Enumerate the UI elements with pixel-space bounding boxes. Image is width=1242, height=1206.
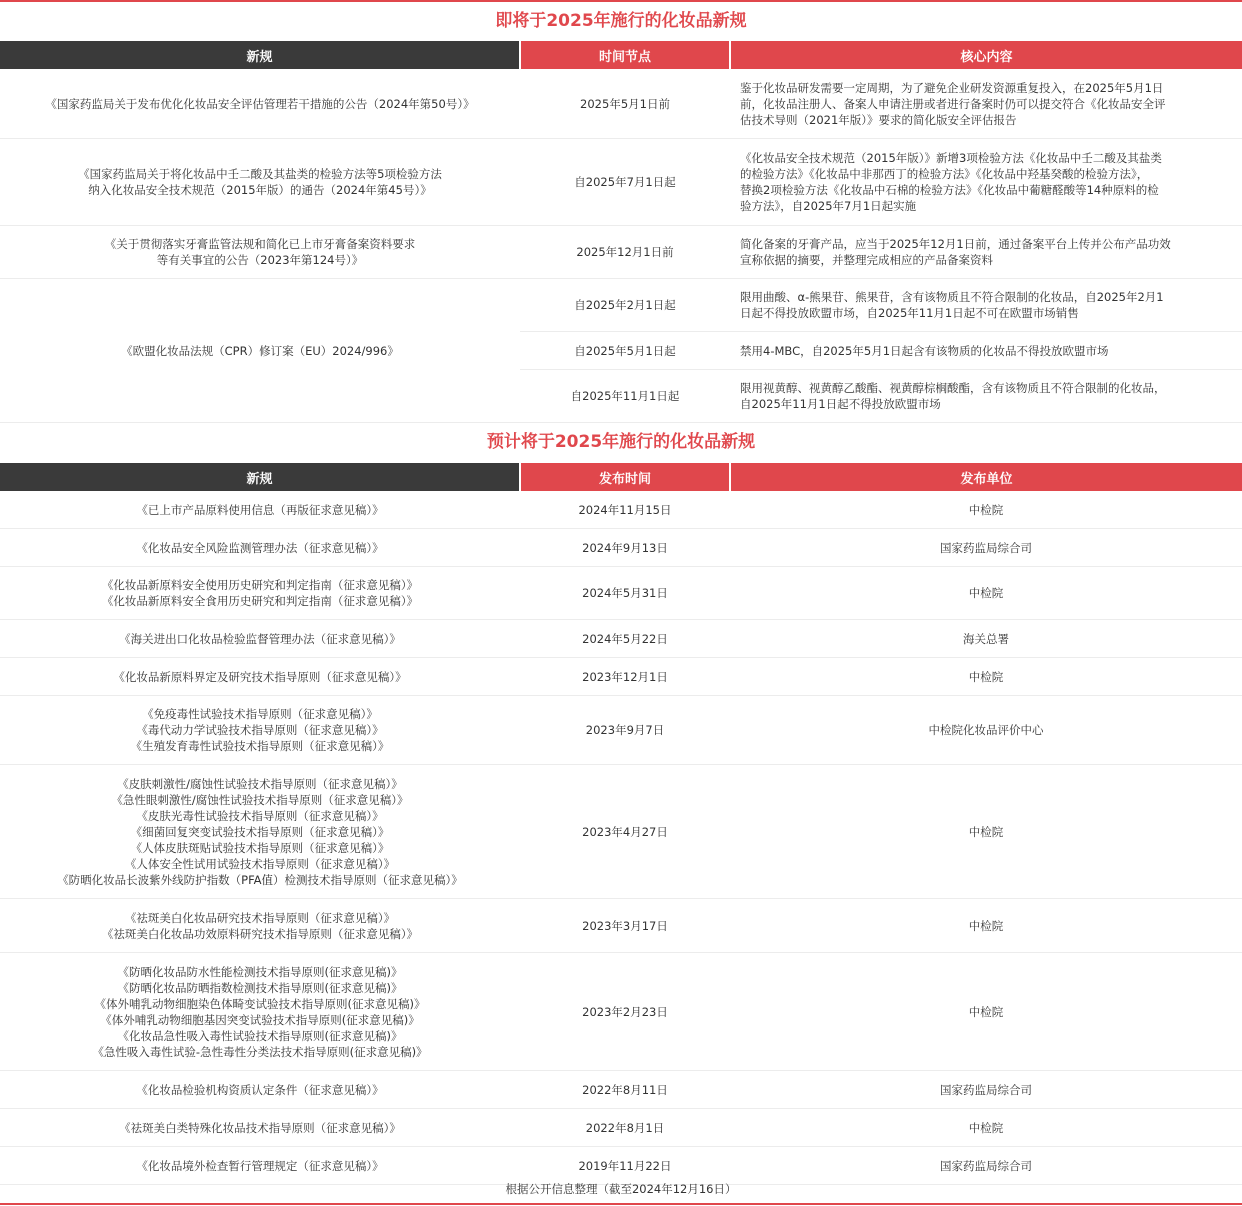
section1-title: 即将于2025年施行的化妆品新规 — [495, 11, 747, 31]
regulation-cell — [0, 1147, 520, 1185]
issuer-cell: 中检院 — [730, 899, 1242, 953]
text-line: 《细菌回复突变试验技术指导原则（征求意见稿）》 — [130, 824, 390, 839]
header-release-date: 发布时间 — [520, 463, 730, 491]
text-line: 的检验方法》《化妆品中非那西丁的检验方法》《化妆品中羟基癸酸的检验方法》， — [740, 167, 1149, 181]
core-content-cell — [730, 332, 1242, 370]
release-date-cell: 2023年9月7日 — [520, 696, 730, 765]
release-date-cell: 2023年4月27日 — [520, 765, 730, 899]
source-note: 根据公开信息整理（截至2024年12月16日） — [505, 1182, 737, 1196]
issuer-cell: 中检院 — [730, 658, 1242, 696]
issuer-cell: 海关总署 — [730, 620, 1242, 658]
section2-title: 预计将于2025年施行的化妆品新规 — [486, 432, 756, 452]
text-line: 《化妆品检验机构资质认定条件（征求意见稿）》 — [136, 1082, 384, 1097]
regulation-cell — [0, 567, 520, 620]
regulation-cell — [0, 658, 520, 696]
release-date-cell: 2024年11月15日 — [520, 491, 730, 529]
text-line: 《化妆品境外检查暂行管理规定（征求意见稿）》 — [136, 1158, 384, 1173]
regulation-cell — [0, 491, 520, 529]
time-node-cell: 2025年12月1日前 — [520, 226, 730, 279]
table-header-row — [0, 463, 1242, 491]
text-line: 《皮肤光毒性试验技术指导原则（征求意见稿）》 — [136, 808, 384, 823]
time-node-cell: 自2025年7月1日起 — [520, 139, 730, 226]
table-row — [0, 139, 1242, 226]
issuer-cell: 中检院化妆品评价中心 — [730, 696, 1242, 765]
regulation-cell — [0, 529, 520, 567]
issuer-cell: 中检院 — [730, 953, 1242, 1071]
header-issuer: 发布单位 — [730, 463, 1242, 491]
text-line: 纳入化妆品安全技术规范（2015年版）的通告（2024年第45号）》 — [88, 183, 432, 197]
header-regulation: 新规 — [0, 41, 520, 69]
issuer-cell: 国家药监局综合司 — [730, 1071, 1242, 1109]
text-line: 《国家药监局关于发布优化化妆品安全评估管理若干措施的公告（2024年第50号）》 — [45, 96, 475, 111]
core-content-cell — [730, 279, 1242, 332]
core-content-cell — [730, 226, 1242, 279]
regulation-cell — [0, 1109, 520, 1147]
issuer-cell: 中检院 — [730, 765, 1242, 899]
release-date-cell: 2023年2月23日 — [520, 953, 730, 1071]
table-row — [0, 1071, 1242, 1109]
issuer-cell: 国家药监局综合司 — [730, 1147, 1242, 1185]
release-date-cell: 2022年8月1日 — [520, 1109, 730, 1147]
text-line: 《体外哺乳动物细胞染色体畸变试验技术指导原则(征求意见稿)》 — [94, 996, 426, 1011]
text-line: 估技术导则（2021年版）》要求的简化版安全评估报告 — [740, 112, 1017, 127]
regulation-cell — [0, 899, 520, 953]
text-line: 《关于贯彻落实牙膏监管法规和简化已上市牙膏备案资料要求 — [104, 237, 416, 251]
time-node-cell: 自2025年11月1日起 — [520, 370, 730, 423]
text-line: 《皮肤刺激性/腐蚀性试验技术指导原则（征求意见稿）》 — [117, 776, 403, 791]
regulation-cell — [0, 69, 520, 139]
header-regulation: 新规 — [0, 463, 520, 491]
regulation-cell — [0, 765, 520, 899]
text-line: 《人体安全性试用试验技术指导原则（征求意见稿）》 — [124, 856, 396, 871]
table-row — [0, 279, 1242, 332]
release-date-cell: 2023年12月1日 — [520, 658, 730, 696]
core-content-cell — [730, 370, 1242, 423]
text-line: 《防晒化妆品防水性能检测技术指导原则(征求意见稿)》 — [117, 964, 403, 979]
issuer-cell: 国家药监局综合司 — [730, 529, 1242, 567]
issuer-cell: 中检院 — [730, 491, 1242, 529]
text-line: 《生殖发育毒性试验技术指导原则（征求意见稿）》 — [130, 739, 390, 753]
regulation-cell — [0, 620, 520, 658]
table-row — [0, 696, 1242, 765]
issuer-cell: 中检院 — [730, 567, 1242, 620]
table-row — [0, 226, 1242, 279]
text-line: 禁用4-MBC，自2025年5月1日起含有该物质的化妆品不得投放欧盟市场 — [740, 343, 1109, 358]
table-row — [0, 567, 1242, 620]
text-line: 宣称依据的摘要，并整理完成相应的产品备案资料 — [740, 253, 993, 267]
text-line: 《国家药监局关于将化妆品中壬二酸及其盐类的检验方法等5项检验方法 — [78, 167, 442, 181]
table-row — [0, 491, 1242, 529]
text-line: 《防晒化妆品长波紫外线防护指数（PFA值）检测技术指导原则（征求意见稿）》 — [57, 872, 463, 887]
upcoming-regulations-table — [0, 41, 1242, 423]
text-line: 《化妆品新原料安全食用历史研究和判定指南（征求意见稿）》 — [101, 594, 419, 608]
text-line: 《已上市产品原料使用信息（再版征求意见稿）》 — [136, 502, 384, 517]
regulation-cell — [0, 226, 520, 279]
text-line: 替换2项检验方法《化妆品中石棉的检验方法》《化妆品中葡糖醛酸等14种原料的检 — [740, 183, 1159, 197]
text-line: 《化妆品新原料安全使用历史研究和判定指南（征求意见稿）》 — [101, 578, 419, 592]
regulation-cell — [0, 696, 520, 765]
text-line: 《急性眼刺激性/腐蚀性试验技术指导原则（征求意见稿）》 — [111, 792, 409, 807]
release-date-cell: 2024年9月13日 — [520, 529, 730, 567]
text-line: 验方法》，自2025年7月1日起实施 — [740, 199, 917, 213]
table-row — [0, 620, 1242, 658]
text-line: 《人体皮肤斑贴试验技术指导原则（征求意见稿）》 — [130, 840, 390, 855]
table-row — [0, 953, 1242, 1071]
text-line: 《化妆品安全风险监测管理办法（征求意见稿）》 — [136, 540, 384, 555]
release-date-cell: 2023年3月17日 — [520, 899, 730, 953]
text-line: 日起不得投放欧盟市场，自2025年11月1日起不可在欧盟市场销售 — [740, 306, 1079, 320]
table-row — [0, 765, 1242, 899]
text-line: 自2025年11月1日起不得投放欧盟市场 — [740, 397, 941, 411]
text-line: 《毒代动力学试验技术指导原则（征求意见稿）》 — [136, 723, 384, 737]
table-row — [0, 658, 1242, 696]
text-line: 限用曲酸、α-熊果苷、熊果苷，含有该物质且不符合限制的化妆品，自2025年2月1 — [740, 290, 1164, 304]
regulation-cell — [0, 1071, 520, 1109]
text-line: 简化备案的牙膏产品，应当于2025年12月1日前，通过备案平台上传并公布产品功效 — [740, 237, 1171, 251]
text-line: 《祛斑美白类特殊化妆品技术指导原则（征求意见稿）》 — [119, 1120, 401, 1135]
regulation-cell — [0, 953, 520, 1071]
release-date-cell: 2024年5月22日 — [520, 620, 730, 658]
table-header-row — [0, 41, 1242, 69]
table-row — [0, 69, 1242, 139]
regulation-cell — [0, 139, 520, 226]
expected-regulations-table — [0, 463, 1242, 1185]
top-rule — [0, 0, 1242, 2]
text-line: 限用视黄醇、视黄醇乙酸酯、视黄醇棕榈酸酯，含有该物质且不符合限制的化妆品， — [740, 381, 1166, 395]
text-line: 等有关事宜的公告（2023年第124号）》 — [156, 253, 364, 267]
table-row — [0, 1109, 1242, 1147]
table-row — [0, 1147, 1242, 1185]
text-line: 《化妆品安全技术规范（2015年版）》新增3项检验方法《化妆品中壬二酸及其盐类 — [740, 151, 1162, 165]
table-row — [0, 899, 1242, 953]
text-line: 《防晒化妆品防晒指数检测技术指导原则(征求意见稿)》 — [117, 980, 403, 995]
time-node-cell: 自2025年5月1日起 — [520, 332, 730, 370]
release-date-cell: 2019年11月22日 — [520, 1147, 730, 1185]
table-row — [0, 529, 1242, 567]
text-line: 《免疫毒性试验技术指导原则（征求意见稿）》 — [142, 707, 378, 721]
text-line: 《急性吸入毒性试验-急性毒性分类法技术指导原则(征求意见稿)》 — [92, 1044, 428, 1059]
time-node-cell: 自2025年2月1日起 — [520, 279, 730, 332]
text-line: 《祛斑美白化妆品研究技术指导原则（征求意见稿）》 — [124, 910, 396, 925]
text-line: 《海关进出口化妆品检验监督管理办法（征求意见稿）》 — [119, 631, 401, 646]
bottom-rule — [0, 1203, 1242, 1205]
release-date-cell: 2024年5月31日 — [520, 567, 730, 620]
time-node-cell: 2025年5月1日前 — [520, 69, 730, 139]
header-time-node: 时间节点 — [520, 41, 730, 69]
release-date-cell: 2022年8月11日 — [520, 1071, 730, 1109]
text-line: 《化妆品急性吸入毒性试验技术指导原则(征求意见稿)》 — [117, 1028, 403, 1043]
header-core-content: 核心内容 — [730, 41, 1242, 69]
text-line: 《化妆品新原料界定及研究技术指导原则（征求意见稿）》 — [113, 669, 407, 684]
regulation-cell: 《欧盟化妆品法规（CPR）修订案（EU）2024/996》 — [0, 279, 520, 423]
text-line: 《体外哺乳动物细胞基因突变试验技术指导原则(征求意见稿)》 — [100, 1012, 420, 1027]
core-content-cell — [730, 139, 1242, 226]
core-content-cell — [730, 69, 1242, 139]
issuer-cell: 中检院 — [730, 1109, 1242, 1147]
text-line: 前，化妆品注册人、备案人申请注册或者进行备案时仍可以提交符合《化妆品安全评 — [740, 96, 1166, 111]
text-line: 鉴于化妆品研发需要一定周期，为了避免企业研发资源重复投入，在2025年5月1日 — [740, 80, 1164, 95]
text-line: 《祛斑美白化妆品功效原料研究技术指导原则（征求意见稿）》 — [101, 926, 419, 941]
